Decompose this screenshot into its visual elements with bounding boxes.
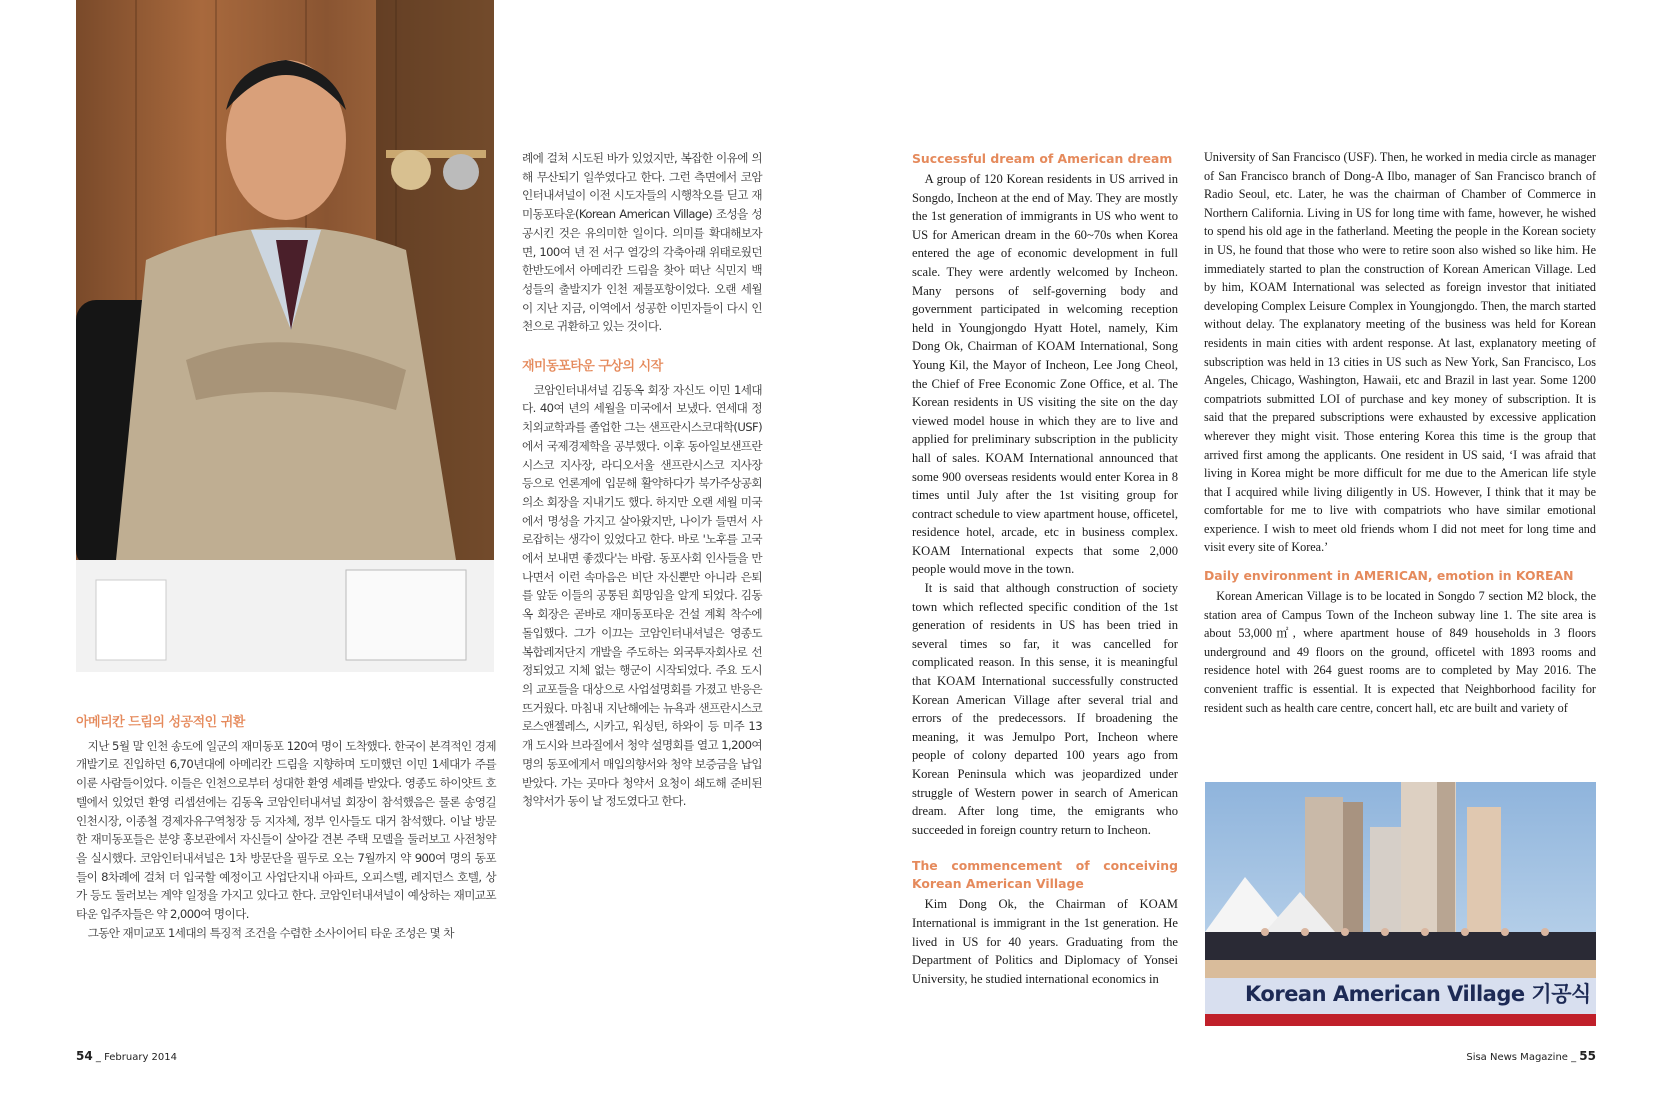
magazine-name: Sisa News Magazine [1466,1052,1568,1063]
portrait-photo [76,0,494,672]
paragraph: 코암인터내셔널 김동옥 회장 자신도 이민 1세대다. 40여 년의 세월을 미국에서 보냈다. 연세대 정치외교학과를 졸업한 그는 샌프란시스코대학(USF)에서 국제경제학을 공부했다. 이후 동아일보샌프란시스코 지사장, 라디오서울 샌프란시스코 지사장 등으로 언론계에 입문해 활약하다가 북가주상공회의소 회장을 지내기도 했다. 하지만 오랜 세월 미국에서 명성을 가지고 살아왔지만, 나이가 들면서 사로잡히는 생각이 있었다고 한다. 바로 '노후를 고국에서 보내면 좋겠다'는 바람. 동포사회 인사들을 만나면서 이런 속마음은 비단 자신뿐만 아니라 은퇴를 앞둔 이들의 공통된 희망임을 알게 되었다. 김동옥 회장은 곧바로 재미동포타운 건설 계획 착수에 돌입했다. 그가 이끄는 코암인터내셔널은 영종도 복합레저단지 개발을 주도하는 외국투자회사로 선정되었고 지체 없는 행군이 시작되었다. 주요 도시의 교포들을 대상으로 사업설명회를 가졌고 반응은 뜨거웠다. 마침내 지난해에는 뉴욕과 샌프란시스코 로스앤젤레스, 시카고, 워싱턴, 하와이 등 미주 13개 도시와 브라질에서 청약 설명회를 열고 1,200여 명의 동포에게서 매입의향서와 청약 보증금을 납입 받았다. 가는 곳마다 청약서 요청이 쇄도해 준비된 청약서가 동이 날 정도였다고 한다. [522,382,762,809]
page-number-right: 55 [1579,1049,1596,1063]
paragraph: Kim Dong Ok, the Chairman of KOAM International is immigrant in the 1st generation. He lived in US for 40 years. Graduating from the Department of Politics and Diplomacy of Yonsei University, he studied international economics in [912,897,1178,986]
section-heading-korean-2: 재미동포타운 구상의 시작 [522,359,663,375]
ceremony-banner-text: Korean American Village 기공식 [1245,982,1591,1006]
footer-right [1466,1049,1596,1063]
paragraph: It is said that although construction of society town which reflected specific condition of the 1st generation of residents in US has been tried in several times so far, it was cancelled for complicated reason. In this sense, it is meaningful that KOAM International successfully constructed Korean American Village after several trial and errors of the predecessors. If broadening the meaning, it was Jemulpo Port, Incheon where people of colony departed 100 years ago from Korean Peninsula which was jeopardized under struggle of Western power in search of American dream. After long time, the emigrants who succeeded in foreign country return to Incheon. [912,581,1178,837]
page-number-left: 54 [76,1049,93,1063]
korean-column-1 [76,714,496,942]
section-heading-korean-1: 아메리칸 드림의 성공적인 귀환 [76,715,245,730]
paragraph: Korean American Village is to be located in Songdo 7 section M2 block, the station area of Campus Town of the Incheon subway line 1. The site area is about 53,000㎡, where apartment house of 849 households in 3 floors underground and 49 floors on the ground, officetel with 1893 rooms and residence hotel with 264 guest rooms are to completed by May 2016. The convenient traffic is essential. It is expected that Neighborhood facility for resident such as health care centre, concert hall, etc are built and variety of [1204,589,1596,715]
korean-column-2 [522,149,762,811]
section-heading-english-3: Daily environment in AMERICAN, emotion in KOREAN [1204,568,1574,584]
paragraph: 례에 걸쳐 시도된 바가 있었지만, 복잡한 이유에 의해 무산되기 일쑤였다고 한다. 그런 측면에서 코암인터내셔널이 이전 시도자들의 시행착오를 딛고 재미동포타운(Korean American Village) 조성을 성공시킨 것은 유의미한 일이다. 의미를 확대해보자면, 100여 년 전 서구 열강의 각축아래 위태로웠던 한반도에서 아메리칸 드림을 찾아 떠난 식민지 백성들의 출발지가 인천 제물포항이었다. 오랜 세월이 지난 지금, 이역에서 성공한 이민자들이 다시 인천으로 귀환하고 있는 것이다. [522,151,762,334]
footer-left [76,1049,177,1063]
english-column-2 [1204,148,1596,717]
issue-date: February 2014 [104,1052,178,1063]
ceremony-photo [1205,782,1596,1026]
paragraph: University of San Francisco (USF). Then, he worked in media circle as manager of San Francisco branch of Dong-A Ilbo, manager of San Francisco branch of Radio Seoul, etc. Later, he was the chairman of Chamber of Commerce in Northern California. Living in US for long time with fame, however, he wished to spend his old age in the fatherland. Meeting the people in the Korean society in US, he found that those who were to retire soon also wished so like him. He immediately started to plan the construction of Korean American Village. Led by him, KOAM International was selected as foreign investor that initiated developing Complex Leisure Complex in Youngjongdo. Then, the march started without delay. The explanatory meeting of the business was held for Korean residents in main cities with ardent response. At last, explanatory meeting of subscription was held in 13 cities in US such as New York, San Francisco, Los Angeles, Chicago, Washington, Hawaii, etc and Brazil in last year. Some 1200 compatriots submitted LOI of purchase and key money of subscription. It is said that the prepared subscriptions were exhausted by excessive application wherever they might visit. Those entering Korea this time is the group that arrived first among the applicants. One resident in US said, ‘I was afraid that living in Korea might be more difficult for me due to the American life style that I acquired while living diligently in US. However, I think that it may be comfortable for me to live with compatriots who have similar emotional experience. I wish to meet old friends whom I did not meet for long time and visit every site of Korea.’ [1204,150,1596,555]
portrait-illustration [76,0,494,672]
section-heading-english-2: The commencement of conceiving Korean American Village [912,858,1178,892]
english-column-1 [912,150,1178,988]
section-heading-english-1: Successful dream of American dream [912,151,1173,166]
paragraph: A group of 120 Korean residents in US arrived in Songdo, Incheon at the end of May. They are mostly the 1st generation of immigrants in US who went to US for American dream in the 60~70s when Korea entered the age of economic development in full scale. They were ardently welcomed by Incheon. Many persons of self-governing body and government participated in welcoming reception held in Youngjongdo Hyatt Hotel, namely, Kim Dong Ok, Chairman of KOAM International, Song Young Kil, the Mayor of Incheon, Lee Jong Cheol, the Chief of Free Economic Zone Office, et al. The Korean residents in US visiting the site on the day viewed model house in which they are to live and applied for preliminary subscription in the publicity hall of sales. KOAM International announced that some 900 overseas residents would enter Korea in 8 times until July after the 1st visiting group for contract schedule to view apartment house, officetel, residence hotel, arcade, etc in business complex. KOAM International expects that some 2,000 people would move in the town. [912,172,1178,577]
separator: _ [92,1052,105,1063]
paragraph: 지난 5월 말 인천 송도에 일군의 재미동포 120여 명이 도착했다. 한국이 본격적인 경제개발기로 진입하던 6,70년대에 아메리칸 드림을 지향하며 도미했던 이민 1세대가 주를 이룬 사람들이었다. 이들은 인천으로부터 성대한 환영 세례를 받았다. 영종도 하이얏트 호텔에서 있었던 환영 리셉션에는 김동옥 코암인터내셔널 회장이 참석했음은 물론 송영길 인천시장, 이종철 경제자유구역청장 등 지자체, 정부 인사들도 대거 참석했다. 이날 방문한 재미동포들은 분양 홍보관에서 자신들이 살아갈 견본 주택 모델을 둘러보고 사전청약을 실시했다. 코암인터내셔널은 1차 방문단을 필두로 오는 7월까지 약 900여 명의 동포들이 8차례에 걸쳐 더 입국할 예정이고 사업단지내 아파트, 오피스텔, 레지던스 호텔, 상가 등도 둘러보는 계약 일정을 가지고 있다고 한다. 코암인터내셔널이 예상하는 재미교포타운 입주자들은 약 2,000여 명이다. [76,738,496,922]
separator: _ [1567,1052,1580,1063]
paragraph: 그동안 재미교포 1세대의 특징적 조건을 수렴한 소사이어티 타운 조성은 몇 차 [87,925,454,940]
